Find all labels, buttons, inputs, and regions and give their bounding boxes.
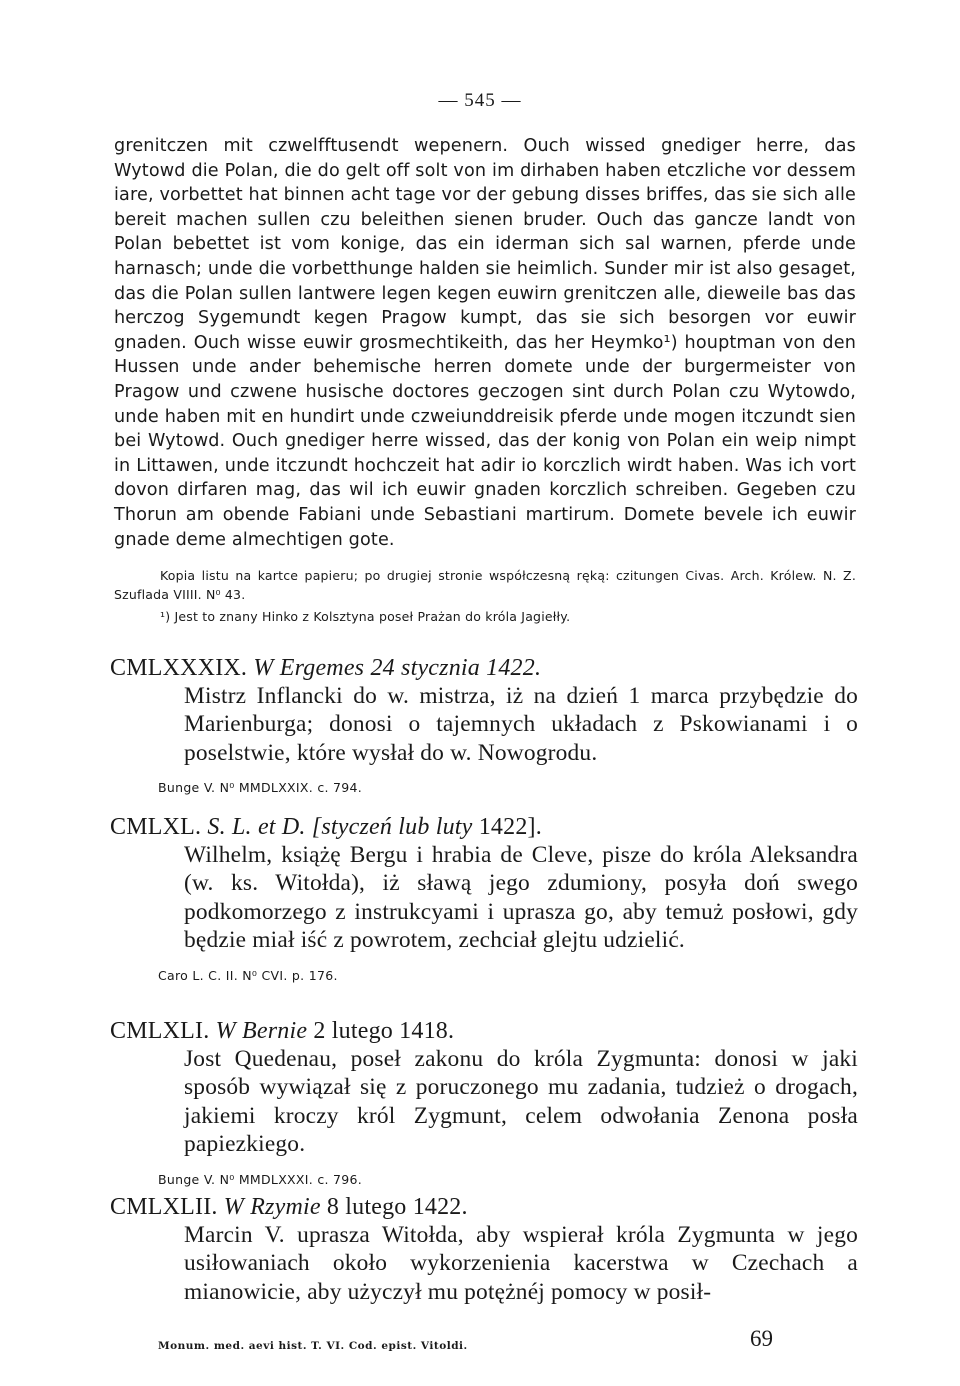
entry-heading <box>110 654 858 682</box>
entry-reference: Bunge V. N⁰ MMDLXXXI. c. 796. <box>158 1171 363 1187</box>
entry-reference: Bunge V. N⁰ MMDLXXIX. c. 794. <box>158 780 363 796</box>
entry-cmlxl <box>110 813 858 985</box>
entry-place-date: S. L. et D. [styczeń lub luty <box>207 814 473 840</box>
entry-place-date: W Bernie <box>215 1018 308 1044</box>
entry-summary: Jost Quedenau, poseł zakonu do króla Zygmunta: donosi w jaki sposób wywiązał się z poruczonego mu zadania, tudzież o drogach, jakiemi kroczy król Zygmunt, celem odwołania Zenona posła papiezkiego. <box>184 1046 858 1158</box>
entry-cmlxlii <box>110 1193 858 1306</box>
entry-place-date: W Ergemes <box>253 655 365 681</box>
entry-summary: Marcin V. uprasza Witołda, aby wspierał króla Zygmunta w jego usiłowaniach około wykorzenienia kacerstwa w Czechach a mianowicie, aby użyczył mu potężnéj pomocy w posił- <box>184 1222 858 1305</box>
entry-number: CMLXL. <box>110 814 202 840</box>
entry-place-date: W Rzymie <box>223 1194 321 1220</box>
entry-number: CMLXXXIX. <box>110 655 248 681</box>
entry-cmlxxxix <box>110 654 858 797</box>
entry-date: 1422]. <box>478 814 542 840</box>
footnote: ¹) Jest to znany Hinko z Kolsztyna poseł Prażan do króla Jagiełły. <box>160 609 571 624</box>
source-note: Kopia listu na kartce papieru; po drugiej stronie współczesną ręką: czitungen Civas. Arch. Królew. N. Z. Szuflada VIIII. N⁰ 43. <box>114 568 856 602</box>
entry-heading <box>110 1193 858 1221</box>
entry-number: CMLXLI. <box>110 1018 210 1044</box>
entry-cmlxli <box>110 1017 858 1189</box>
entry-number: CMLXLII. <box>110 1194 218 1220</box>
entry-summary: Mistrz Inflancki do w. mistrza, iż na dzień 1 marca przybędzie do Marienburga; donosi o tajemnych układach z Pskowianami i o poselstwie, które wysłał do w. Nowogrodu. <box>184 683 858 766</box>
entry-reference: Caro L. C. II. N⁰ CVI. p. 176. <box>158 967 338 983</box>
entry-heading <box>110 1017 858 1045</box>
entry-date: 2 lutego 1418. <box>313 1018 455 1044</box>
entry-heading <box>110 813 858 841</box>
entry-date: 8 lutego 1422. <box>326 1194 468 1220</box>
signature-mark: 69 <box>750 1326 773 1351</box>
main-text: grenitczen mit czwelfftusendt wepenern. Ouch wissed gnediger herre, das Wytowd die Polan, die do gelt off solt von im dirhaben haben etczliche vor dessem iare, vorbettet hat binnen acht tage vor der gebung disses briffes, das sie sich alle bereit machen sullen czu beleithen sienen bruder. Ouch das gancze landt von Polan bebettet ist vom konige, das ein iderman sich sal warnen, pferde unde harnasch; unde die vorbetthunge halden sie heimlich. Sunder mir ist also gesaget, das die Polan sullen lantwere legen kegen euwirn grenitczen alle, dieweile bas das herczog Sygemundt kegen Pragow kumpt, das sie sich besorgen vor euwir gnaden. Ouch wisse euwir grosmechtikeith, das her Heymko¹) houptman von den Hussen unde ander behemische herren domete unde der burgermeister von Pragow und czwene husische doctores geczogen sint durch Polan czu Wytowdo, unde haben mit en hundirt unde czweiunddreisik pferde unde mogen itczundt sien bei Wytowd. Ouch gnediger herre wissed, das der konig von Polan ein weip nimpt in Littawen, unde itczundt hochczeit hat adir io korczlich wirdt haben. Was ich vort dovon dirfaren mag, das wil ich euwir gnaden korczlich schreiben. Gegeben czu Thorun am obende Fabiani unde Sebastiani martirum. Domete bevele ich euwir gnade deme almechtigen gote. <box>114 136 856 550</box>
series-title: Monum. med. aevi hist. T. VI. Cod. epist. Vitoldi. <box>158 1340 468 1352</box>
entry-summary: Wilhelm, książę Bergu i hrabia de Cleve, pisze do króla Aleksandra (w. ks. Witołda), iż sławą jego zdumiony, posyła doń swego podkomorzego z instrukcyami i uprasza go, aby temuż posłowi, gdy będzie miał iść z powrotem, zechciał glejtu udzielić. <box>184 842 858 954</box>
entry-date: 24 stycznia 1422. <box>370 655 542 681</box>
page-number: — 545 — <box>438 90 522 111</box>
